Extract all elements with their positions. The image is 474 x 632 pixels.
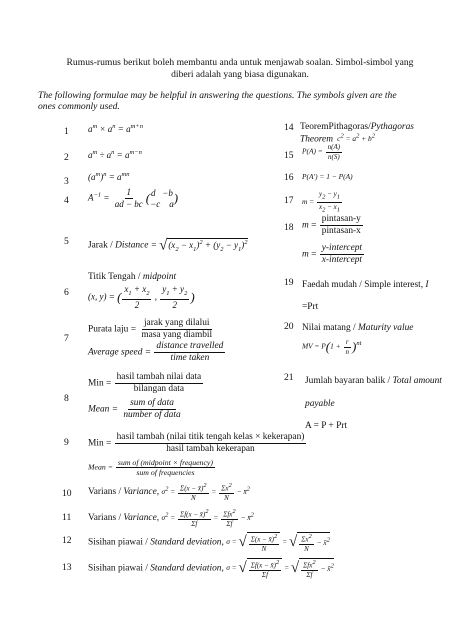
formula-std-dev-1: Sisihan piawai / Standard deviation, σ = √ $\frac{\Sigma(x - x̄)^2}{N}$ = √ $\frac{\Sigma x^2}{N}$ − x̄$^2$ (88, 533, 330, 553)
item-number: 9 (64, 437, 69, 448)
item-number: 7 (64, 333, 69, 344)
formula-complement-probability: P(A′) = 1 − P(A) (302, 172, 353, 181)
item-number: 18 (284, 222, 294, 233)
label-text: Varians / (88, 486, 124, 497)
formula-speed-ms (88, 318, 215, 341)
formula-simple-interest-line2: =Prt (302, 302, 319, 312)
denominator: pintasan-x (321, 226, 361, 236)
item-number: 15 (284, 150, 294, 161)
formula-total-payable: A = P + Prt (305, 421, 348, 431)
denominator: sum of frequencies (136, 468, 195, 477)
item-number: 21 (284, 372, 294, 383)
item-number: 2 (64, 152, 69, 163)
formula-grouped-mean-ms (88, 432, 307, 455)
denominator: bilangan data (133, 384, 185, 394)
item-21-label-line2: payable (305, 399, 335, 409)
formula-index-multiply: $a^m \times a^n = a^{m+n}$ (88, 123, 143, 134)
label-text-en: Average speed = (88, 347, 154, 358)
denominator: masa yang diambil (141, 330, 213, 340)
label-text: Sisihan piawai / (88, 563, 151, 574)
label-text: Faedah mudah / Simple interest, (302, 280, 426, 290)
denominator: number of data (123, 410, 181, 420)
numerator: jarak yang dilalui (143, 318, 210, 328)
item-number: 4 (64, 195, 69, 206)
item-number: 5 (64, 236, 69, 247)
item-number: 3 (64, 176, 69, 187)
header-line-1: Rumus-rumus berikut boleh membantu anda untuk menjawab soalan. Simbol-simbol yang (66, 57, 414, 68)
label-text-en: Distance (115, 240, 149, 251)
label-text-en: Mean = (88, 404, 121, 415)
label-text-en: Pythagoras (370, 122, 414, 132)
item-20-label (302, 323, 413, 333)
item-number: 1 (64, 126, 69, 137)
label-text: Varians / (88, 512, 124, 523)
intro-line-1: The following formulae may be helpful in answering the questions. The symbols given are the (38, 90, 397, 101)
label-text: Sisihan piawai / (88, 537, 151, 548)
label-text-en: Standard deviation, (150, 537, 224, 548)
label-text: Jumlah bayaran balik / (305, 376, 393, 386)
numerator: y-intercept (321, 243, 363, 253)
intro-line-2: ones commonly used. (38, 101, 120, 112)
label-text: Jarak / (88, 240, 116, 251)
item-number: 11 (62, 512, 72, 523)
formula-std-dev-2: Sisihan piawai / Standard deviation, σ = √ $\frac{\Sigma f(x - x̄)^2}{\Sigma f}$ = √ $\frac{\Sigma fx^2}{\Sigma f}$ − x̄$^2$ (88, 559, 334, 579)
label-variable: I (425, 280, 429, 290)
formula-distance: Jarak / Distance = $√(x_2 - x_1)^2 + (y_2 - y_1)^2$ (88, 237, 248, 253)
numerator: sum of data (130, 398, 174, 408)
header-line-2: diberi adalah yang biasa digunakan. (171, 69, 309, 80)
item-number: 16 (284, 172, 294, 183)
label-text-en: Variance, (123, 512, 160, 523)
item-number: 17 (284, 195, 294, 206)
item-number: 6 (64, 287, 69, 298)
formula-maturity-value: MV = P(1 + $\frac{r}{n}$ )$^{nt}$ (302, 338, 362, 356)
formula-simple-interest (302, 280, 429, 290)
formula-midpoint: (x, y) = ( $\frac{x_1 + x_2}{2}$ , $\frac{y_1 + y_2}{2}$ ) (88, 284, 195, 310)
item-number: 19 (284, 277, 294, 288)
item-number: 8 (64, 393, 69, 404)
numerator: pintasan-y (321, 214, 361, 224)
formula-grouped-mean-en (88, 458, 216, 477)
label-text-en: Mean = (88, 462, 115, 472)
denominator: x-intercept (321, 255, 363, 265)
label-text: Min = (88, 378, 114, 389)
label-text: Min = (88, 438, 114, 449)
numerator: distance travelled (156, 341, 224, 351)
formula-variance-2: Varians / Variance, $\sigma^2$ = $\frac{\Sigma f(x - x̄)^2}{\Sigma f}$ = $\frac{\Sigma fx^2}{\Sigma f}$ − x̄$^2$ (88, 508, 254, 528)
formula-index-power: $(a^m)^n = a^{mn}$ (88, 171, 130, 182)
formula-speed-en (88, 341, 226, 364)
formula-probability: P(A) = $\frac{n(A)}{n(S)}$ (302, 143, 341, 161)
formula-mean-en (88, 398, 184, 421)
item-6-label (88, 272, 176, 282)
label-text: TeoremPithagoras/ (300, 122, 371, 132)
item-number: 20 (284, 321, 294, 332)
denominator: hasil tambah kekerapan (166, 444, 255, 454)
label-text-en: Theorem (300, 134, 333, 145)
numerator: hasil tambah nilai data (116, 372, 202, 382)
label-text: Purata laju = (88, 324, 139, 335)
numerator: sum of (midpoint × frequency) (117, 458, 213, 467)
item-number: 13 (62, 562, 72, 573)
formula-gradient-intercept-ms: m = $\frac{\text{pintasan-y}}{\text{pintasan-x}}$ (302, 214, 361, 236)
formula-variance-1: Varians / Variance, $\sigma^2$ = $\frac{\Sigma(x - x̄)^2}{N}$ = $\frac{\Sigma x^2}{N}$ − x̄$^2$ (88, 482, 250, 502)
denominator: time taken (170, 353, 210, 363)
formula-pythagoras: Theorem $c^2 = a^2 + b^2$ (300, 133, 375, 145)
formula-gradient: m = $\frac{y_2 - y_1}{x_2 - x_1}$ (302, 190, 340, 214)
formula-gradient-intercept-en: m = $\frac{\text{y-intercept}}{\text{x-intercept}}$ (302, 243, 363, 265)
label-text-en: Variance, (123, 486, 160, 497)
formula-index-divide: $a^m \div a^n = a^{m-n}$ (88, 149, 142, 160)
item-number: 14 (284, 122, 294, 133)
item-21-label (305, 376, 442, 386)
label-text-en: Maturity value (357, 323, 414, 333)
item-14-label (300, 122, 414, 132)
label-text-en: Total amount (392, 376, 442, 386)
formula-mean-ms (88, 372, 204, 395)
label-text-en: midpoint (142, 272, 177, 282)
formula-inverse-matrix: $A^{-1}$ = $\frac{1}{ad - bc}$ ( d −b −c a ) (88, 187, 179, 209)
numerator: hasil tambah (nilai titik tengah kelas × kekerapan) (116, 432, 305, 442)
label-text: Nilai matang / (302, 323, 358, 333)
item-number: 10 (62, 488, 72, 499)
item-number: 12 (62, 535, 72, 546)
label-text-en: Standard deviation, (150, 563, 224, 574)
label-text: Titik Tengah / (88, 272, 143, 282)
